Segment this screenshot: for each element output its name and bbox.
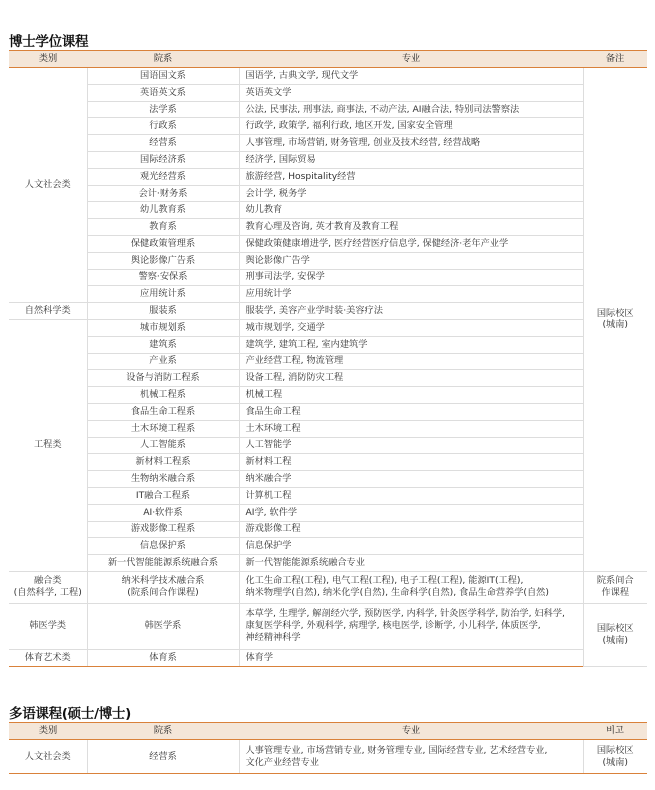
dept-cell: 城市规划系 — [87, 319, 239, 336]
dept-cell: 幼儿教育系 — [87, 202, 239, 219]
major-cell: 计算机工程 — [239, 487, 583, 504]
header-note: 备注 — [583, 51, 647, 68]
dept-cell: 应用统计系 — [87, 286, 239, 303]
section-title-doctoral: 博士学位课程 — [9, 34, 89, 50]
major-cell: 会计学, 税务学 — [239, 185, 583, 202]
dept-cell: 国际经济系 — [87, 151, 239, 168]
dept-cell: 经营系 — [87, 135, 239, 152]
table-row — [9, 487, 647, 504]
table-row — [9, 403, 647, 420]
dept-cell: IT融合工程系 — [87, 487, 239, 504]
dept-cell: 信息保护系 — [87, 538, 239, 555]
major-cell: 新一代智能能源系统融合专业 — [239, 555, 583, 572]
note-cell: 国际校区 (城南) — [583, 68, 647, 572]
table-row — [9, 303, 647, 320]
category-cell: 工程类 — [9, 319, 87, 571]
doctoral-table — [9, 50, 647, 667]
major-cell: AI学, 软件学 — [239, 504, 583, 521]
header-major: 专业 — [239, 51, 583, 68]
major-cell: 人事管理, 市场营销, 财务管理, 创业及技术经营, 经营战略 — [239, 135, 583, 152]
dept-cell: 生物纳米融合系 — [87, 471, 239, 488]
category-cell: 自然科学类 — [9, 303, 87, 320]
category-cell: 人文社会类 — [9, 68, 87, 303]
major-cell: 城市规划学, 交通学 — [239, 319, 583, 336]
header-major: 专业 — [239, 723, 583, 740]
major-cell: 幼儿教育 — [239, 202, 583, 219]
dept-cell: AI·软件系 — [87, 504, 239, 521]
dept-cell: 建筑系 — [87, 336, 239, 353]
major-cell: 舆论影像广告学 — [239, 252, 583, 269]
header-dept: 院系 — [87, 51, 239, 68]
table-row — [9, 202, 647, 219]
table-row — [9, 336, 647, 353]
dept-cell: 法学系 — [87, 101, 239, 118]
major-cell: 本草学, 生理学, 解剖经穴学, 预防医学, 内科学, 针灸医学科学, 防治学, 妇科学, 康复医学科学, 外观科学, 病理学, 核电医学, 诊断学, 小儿科学, 体质医学, 神经精神科学 — [239, 603, 583, 649]
major-cell: 土木环境工程 — [239, 420, 583, 437]
dept-cell: 观光经营系 — [87, 168, 239, 185]
category-cell: 人文社会类 — [9, 740, 87, 774]
major-cell: 人工智能学 — [239, 437, 583, 454]
major-cell: 应用统计学 — [239, 286, 583, 303]
table-row — [9, 370, 647, 387]
dept-cell: 经营系 — [87, 740, 239, 774]
major-cell: 英语英文学 — [239, 84, 583, 101]
section-title-multilingual: 多语课程(硕士/博士) — [9, 706, 131, 722]
major-cell: 产业经营工程, 物流管理 — [239, 353, 583, 370]
table-row — [9, 555, 647, 572]
table-row — [9, 504, 647, 521]
multilingual-table — [9, 722, 647, 774]
note-cell: 国际校区 (城南) — [583, 603, 647, 666]
dept-cell: 纳米科学技术融合系 (院系间合作课程) — [87, 571, 239, 603]
major-cell: 教育心理及咨询, 英才教育及教育工程 — [239, 219, 583, 236]
dept-cell: 产业系 — [87, 353, 239, 370]
table-row — [9, 387, 647, 404]
table-row — [9, 269, 647, 286]
header-dept: 院系 — [87, 723, 239, 740]
table-row — [9, 471, 647, 488]
major-cell: 机械工程 — [239, 387, 583, 404]
dept-cell: 国语国文系 — [87, 68, 239, 85]
major-cell: 建筑学, 建筑工程, 室内建筑学 — [239, 336, 583, 353]
note-cell: 院系间合 作课程 — [583, 571, 647, 603]
dept-cell: 教育系 — [87, 219, 239, 236]
dept-cell: 英语英文系 — [87, 84, 239, 101]
table-row — [9, 118, 647, 135]
dept-cell: 韩医学系 — [87, 603, 239, 649]
table-row — [9, 235, 647, 252]
dept-cell: 设备与消防工程系 — [87, 370, 239, 387]
table-row — [9, 353, 647, 370]
table-row — [9, 319, 647, 336]
major-cell: 游戏影像工程 — [239, 521, 583, 538]
table-row — [9, 649, 647, 666]
category-cell: 韩医学类 — [9, 603, 87, 649]
table-row — [9, 219, 647, 236]
table-row — [9, 84, 647, 101]
dept-cell: 警察·安保系 — [87, 269, 239, 286]
header-note: 비고 — [583, 723, 647, 740]
table-row — [9, 185, 647, 202]
table-row — [9, 68, 647, 85]
dept-cell: 食品生命工程系 — [87, 403, 239, 420]
major-cell: 食品生命工程 — [239, 403, 583, 420]
dept-cell: 机械工程系 — [87, 387, 239, 404]
dept-cell: 保健政策管理系 — [87, 235, 239, 252]
header-category: 类别 — [9, 723, 87, 740]
table-row — [9, 454, 647, 471]
major-cell: 设备工程, 消防防灾工程 — [239, 370, 583, 387]
major-cell: 人事管理专业, 市场营销专业, 财务管理专业, 国际经营专业, 艺术经营专业, 文化产业经营专业 — [239, 740, 583, 774]
table-row — [9, 538, 647, 555]
table-row — [9, 151, 647, 168]
dept-cell: 会计·财务系 — [87, 185, 239, 202]
major-cell: 保健政策健康增进学, 医疗经营医疗信息学, 保健经济·老年产业学 — [239, 235, 583, 252]
table-row — [9, 437, 647, 454]
dept-cell: 舆论影像广告系 — [87, 252, 239, 269]
major-cell: 体育学 — [239, 649, 583, 666]
table-row — [9, 101, 647, 118]
major-cell: 公法, 民事法, 刑事法, 商事法, 不动产法, AI融合法, 特别司法警察法 — [239, 101, 583, 118]
major-cell: 化工生命工程(工程), 电气工程(工程), 电子工程(工程), 能源IT(工程), 纳米物理学(自然), 纳米化学(自然), 生命科学(自然), 食品生命营养学(自然) — [239, 571, 583, 603]
category-cell: 体育艺术类 — [9, 649, 87, 666]
dept-cell: 游戏影像工程系 — [87, 521, 239, 538]
table-row — [9, 168, 647, 185]
dept-cell: 新一代智能能源系统融合系 — [87, 555, 239, 572]
header-category: 类别 — [9, 51, 87, 68]
category-cell: 融合类 (自然科学, 工程) — [9, 571, 87, 603]
major-cell: 服装学, 美容产业学时装·美容疗法 — [239, 303, 583, 320]
major-cell: 行政学, 政策学, 福利行政, 地区开发, 国家安全管理 — [239, 118, 583, 135]
dept-cell: 土木环境工程系 — [87, 420, 239, 437]
dept-cell: 人工智能系 — [87, 437, 239, 454]
table-row — [9, 252, 647, 269]
table-row — [9, 521, 647, 538]
dept-cell: 新材料工程系 — [87, 454, 239, 471]
major-cell: 经济学, 国际贸易 — [239, 151, 583, 168]
major-cell: 刑事司法学, 安保学 — [239, 269, 583, 286]
dept-cell: 体育系 — [87, 649, 239, 666]
major-cell: 纳米融合学 — [239, 471, 583, 488]
dept-cell: 行政系 — [87, 118, 239, 135]
major-cell: 国语学, 古典文学, 现代文学 — [239, 68, 583, 85]
major-cell: 旅游经营, Hospitality经营 — [239, 168, 583, 185]
table-row — [9, 420, 647, 437]
table-row — [9, 571, 647, 603]
table-row — [9, 286, 647, 303]
dept-cell: 服装系 — [87, 303, 239, 320]
major-cell: 新材料工程 — [239, 454, 583, 471]
table-row — [9, 135, 647, 152]
table-row — [9, 603, 647, 649]
major-cell: 信息保护学 — [239, 538, 583, 555]
table-row — [9, 740, 647, 774]
note-cell: 国际校区 (城南) — [583, 740, 647, 774]
